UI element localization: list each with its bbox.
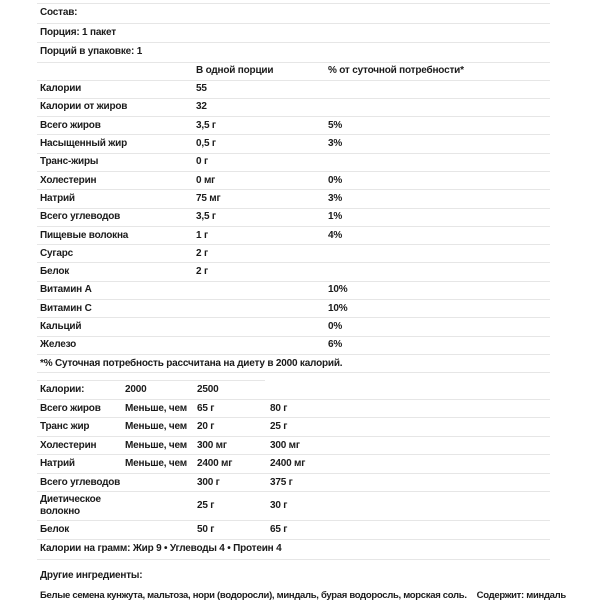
daily-value-2500: 30 г xyxy=(270,500,288,512)
other-ingredients-heading: Другие ингредиенты: xyxy=(40,569,143,581)
nutrient-amount: 32 xyxy=(196,101,207,113)
daily-value-label: Калории: xyxy=(40,384,85,396)
daily-value-qualifier: Меньше, чем xyxy=(125,421,187,433)
daily-value-2000: 20 г xyxy=(197,421,215,433)
nutrition-facts-header xyxy=(37,63,550,81)
daily-value-2000: 25 г xyxy=(197,500,215,512)
serving-size-label: Порция: 1 пакет xyxy=(40,26,116,38)
nutrient-label: Натрий xyxy=(40,192,75,204)
nutrient-daily-value: 10% xyxy=(328,284,348,296)
daily-value-2000: 300 г xyxy=(197,476,220,488)
allergen-contains-label: Содержит: миндаль xyxy=(476,589,566,600)
composition-row xyxy=(37,4,550,24)
daily-value-row xyxy=(37,521,550,540)
ingredients-list: Белые семена кунжута, мальтоза, нори (водоросли), миндаль, бурая водоросль, морская соль. xyxy=(40,589,467,600)
daily-value-label: Всего углеводов xyxy=(40,476,121,488)
daily-value-qualifier: Меньше, чем xyxy=(125,402,187,414)
daily-value-row xyxy=(37,437,550,456)
nutrition-row xyxy=(37,172,550,190)
footnote-row xyxy=(37,355,550,374)
nutrient-amount: 2 г xyxy=(196,266,208,278)
nutrient-daily-value: 3% xyxy=(328,138,343,150)
nutrition-row xyxy=(37,99,550,117)
daily-value-2500: 2400 мг xyxy=(270,458,306,470)
daily-value-row xyxy=(37,492,550,521)
nutrition-row xyxy=(37,190,550,208)
nutrient-label: Витамин C xyxy=(40,302,92,314)
nutrition-row xyxy=(37,209,550,227)
nutrient-amount: 0,5 г xyxy=(196,138,216,150)
nutrient-daily-value: 6% xyxy=(328,339,343,351)
daily-value-2000: 50 г xyxy=(197,524,215,536)
ingredients-line xyxy=(37,589,566,600)
daily-value-2500: 300 мг xyxy=(270,439,300,451)
nutrient-daily-value: 3% xyxy=(328,192,343,204)
daily-value-row xyxy=(37,455,550,474)
nutrient-amount: 0 г xyxy=(196,156,208,168)
nutrient-label: Насыщенный жир xyxy=(40,138,127,150)
nutrient-amount: 2 г xyxy=(196,247,208,259)
nutrient-daily-value: 4% xyxy=(328,229,343,241)
nutrient-label: Всего жиров xyxy=(40,119,101,131)
nutrient-label: Транс-жиры xyxy=(40,156,99,168)
daily-value-column-header: % от суточной потребности* xyxy=(328,65,464,76)
calories-per-gram-label: Калории на грамм: Жир 9 • Углеводы 4 • Протеин 4 xyxy=(40,543,282,555)
daily-value-footnote: *% Суточная потребность рассчитана на диету в 2000 калорий. xyxy=(40,357,343,369)
nutrition-row xyxy=(37,154,550,172)
nutrition-row xyxy=(37,81,550,99)
daily-value-label: Транс жир xyxy=(40,421,90,433)
daily-value-label: Диетическое волокно xyxy=(40,494,101,518)
daily-value-qualifier: Меньше, чем xyxy=(125,458,187,470)
nutrition-panel xyxy=(37,0,566,600)
section-gap xyxy=(37,373,550,380)
nutrition-row xyxy=(37,300,550,318)
daily-value-2000: 2400 мг xyxy=(197,458,233,470)
nutrient-amount: 3,5 г xyxy=(196,119,216,131)
daily-values-rows xyxy=(37,381,550,540)
daily-value-2000: 65 г xyxy=(197,402,215,414)
daily-value-label: Всего жиров xyxy=(40,402,101,414)
nutrient-label: Холестерин xyxy=(40,174,97,186)
nutrient-label: Витамин A xyxy=(40,284,92,296)
daily-value-label: Холестерин xyxy=(40,439,97,451)
servings-per-pack-row xyxy=(37,43,550,63)
nutrition-row xyxy=(37,227,550,245)
nutrient-amount: 75 мг xyxy=(196,192,221,204)
nutrition-row xyxy=(37,117,550,135)
nutrient-label: Всего углеводов xyxy=(40,211,121,223)
nutrition-row xyxy=(37,318,550,336)
daily-value-2500: 80 г xyxy=(270,402,288,414)
daily-value-qualifier: Меньше, чем xyxy=(125,439,187,451)
daily-value-label: Натрий xyxy=(40,458,75,470)
daily-value-row xyxy=(37,418,550,437)
daily-value-row xyxy=(37,381,550,400)
nutrient-amount: 1 г xyxy=(196,229,208,241)
daily-value-row xyxy=(37,400,550,419)
daily-value-2000: 300 мг xyxy=(197,439,227,451)
daily-value-label: Белок xyxy=(40,524,70,536)
nutrition-row xyxy=(37,135,550,153)
nutrient-label: Белок xyxy=(40,266,70,278)
nutrient-label: Калории xyxy=(40,83,82,95)
nutrient-daily-value: 10% xyxy=(328,302,348,314)
nutrient-daily-value: 0% xyxy=(328,174,343,186)
servings-per-pack-label: Порций в упаковке: 1 xyxy=(40,46,143,58)
nutrient-daily-value: 5% xyxy=(328,119,343,131)
daily-value-2500: 375 г xyxy=(270,476,293,488)
daily-value-2000: 2500 xyxy=(197,384,219,396)
nutrition-row xyxy=(37,282,550,300)
nutrition-row xyxy=(37,337,550,355)
nutrition-row xyxy=(37,263,550,281)
nutrient-label: Кальций xyxy=(40,321,82,332)
serving-row xyxy=(37,24,550,44)
nutrient-amount: 55 xyxy=(196,83,207,95)
nutrient-label: Железо xyxy=(40,339,77,351)
daily-value-qualifier: 2000 xyxy=(125,384,147,396)
nutrient-label: Калории от жиров xyxy=(40,101,128,113)
daily-value-row xyxy=(37,474,550,493)
nutrient-amount: 0 мг xyxy=(196,174,216,186)
daily-value-2500: 25 г xyxy=(270,421,288,433)
nutrient-daily-value: 0% xyxy=(328,321,343,332)
nutrient-label: Пищевые волокна xyxy=(40,229,129,241)
amount-column-header: В одной порции xyxy=(196,65,274,76)
nutrient-daily-value: 1% xyxy=(328,211,343,223)
nutrition-facts-rows xyxy=(37,81,550,355)
composition-label: Состав: xyxy=(40,7,78,19)
nutrient-label: Сугарс xyxy=(40,247,73,259)
nutrient-amount: 3,5 г xyxy=(196,211,216,223)
calories-per-gram-row xyxy=(37,540,550,560)
nutrition-row xyxy=(37,245,550,263)
daily-value-2500: 65 г xyxy=(270,524,288,536)
